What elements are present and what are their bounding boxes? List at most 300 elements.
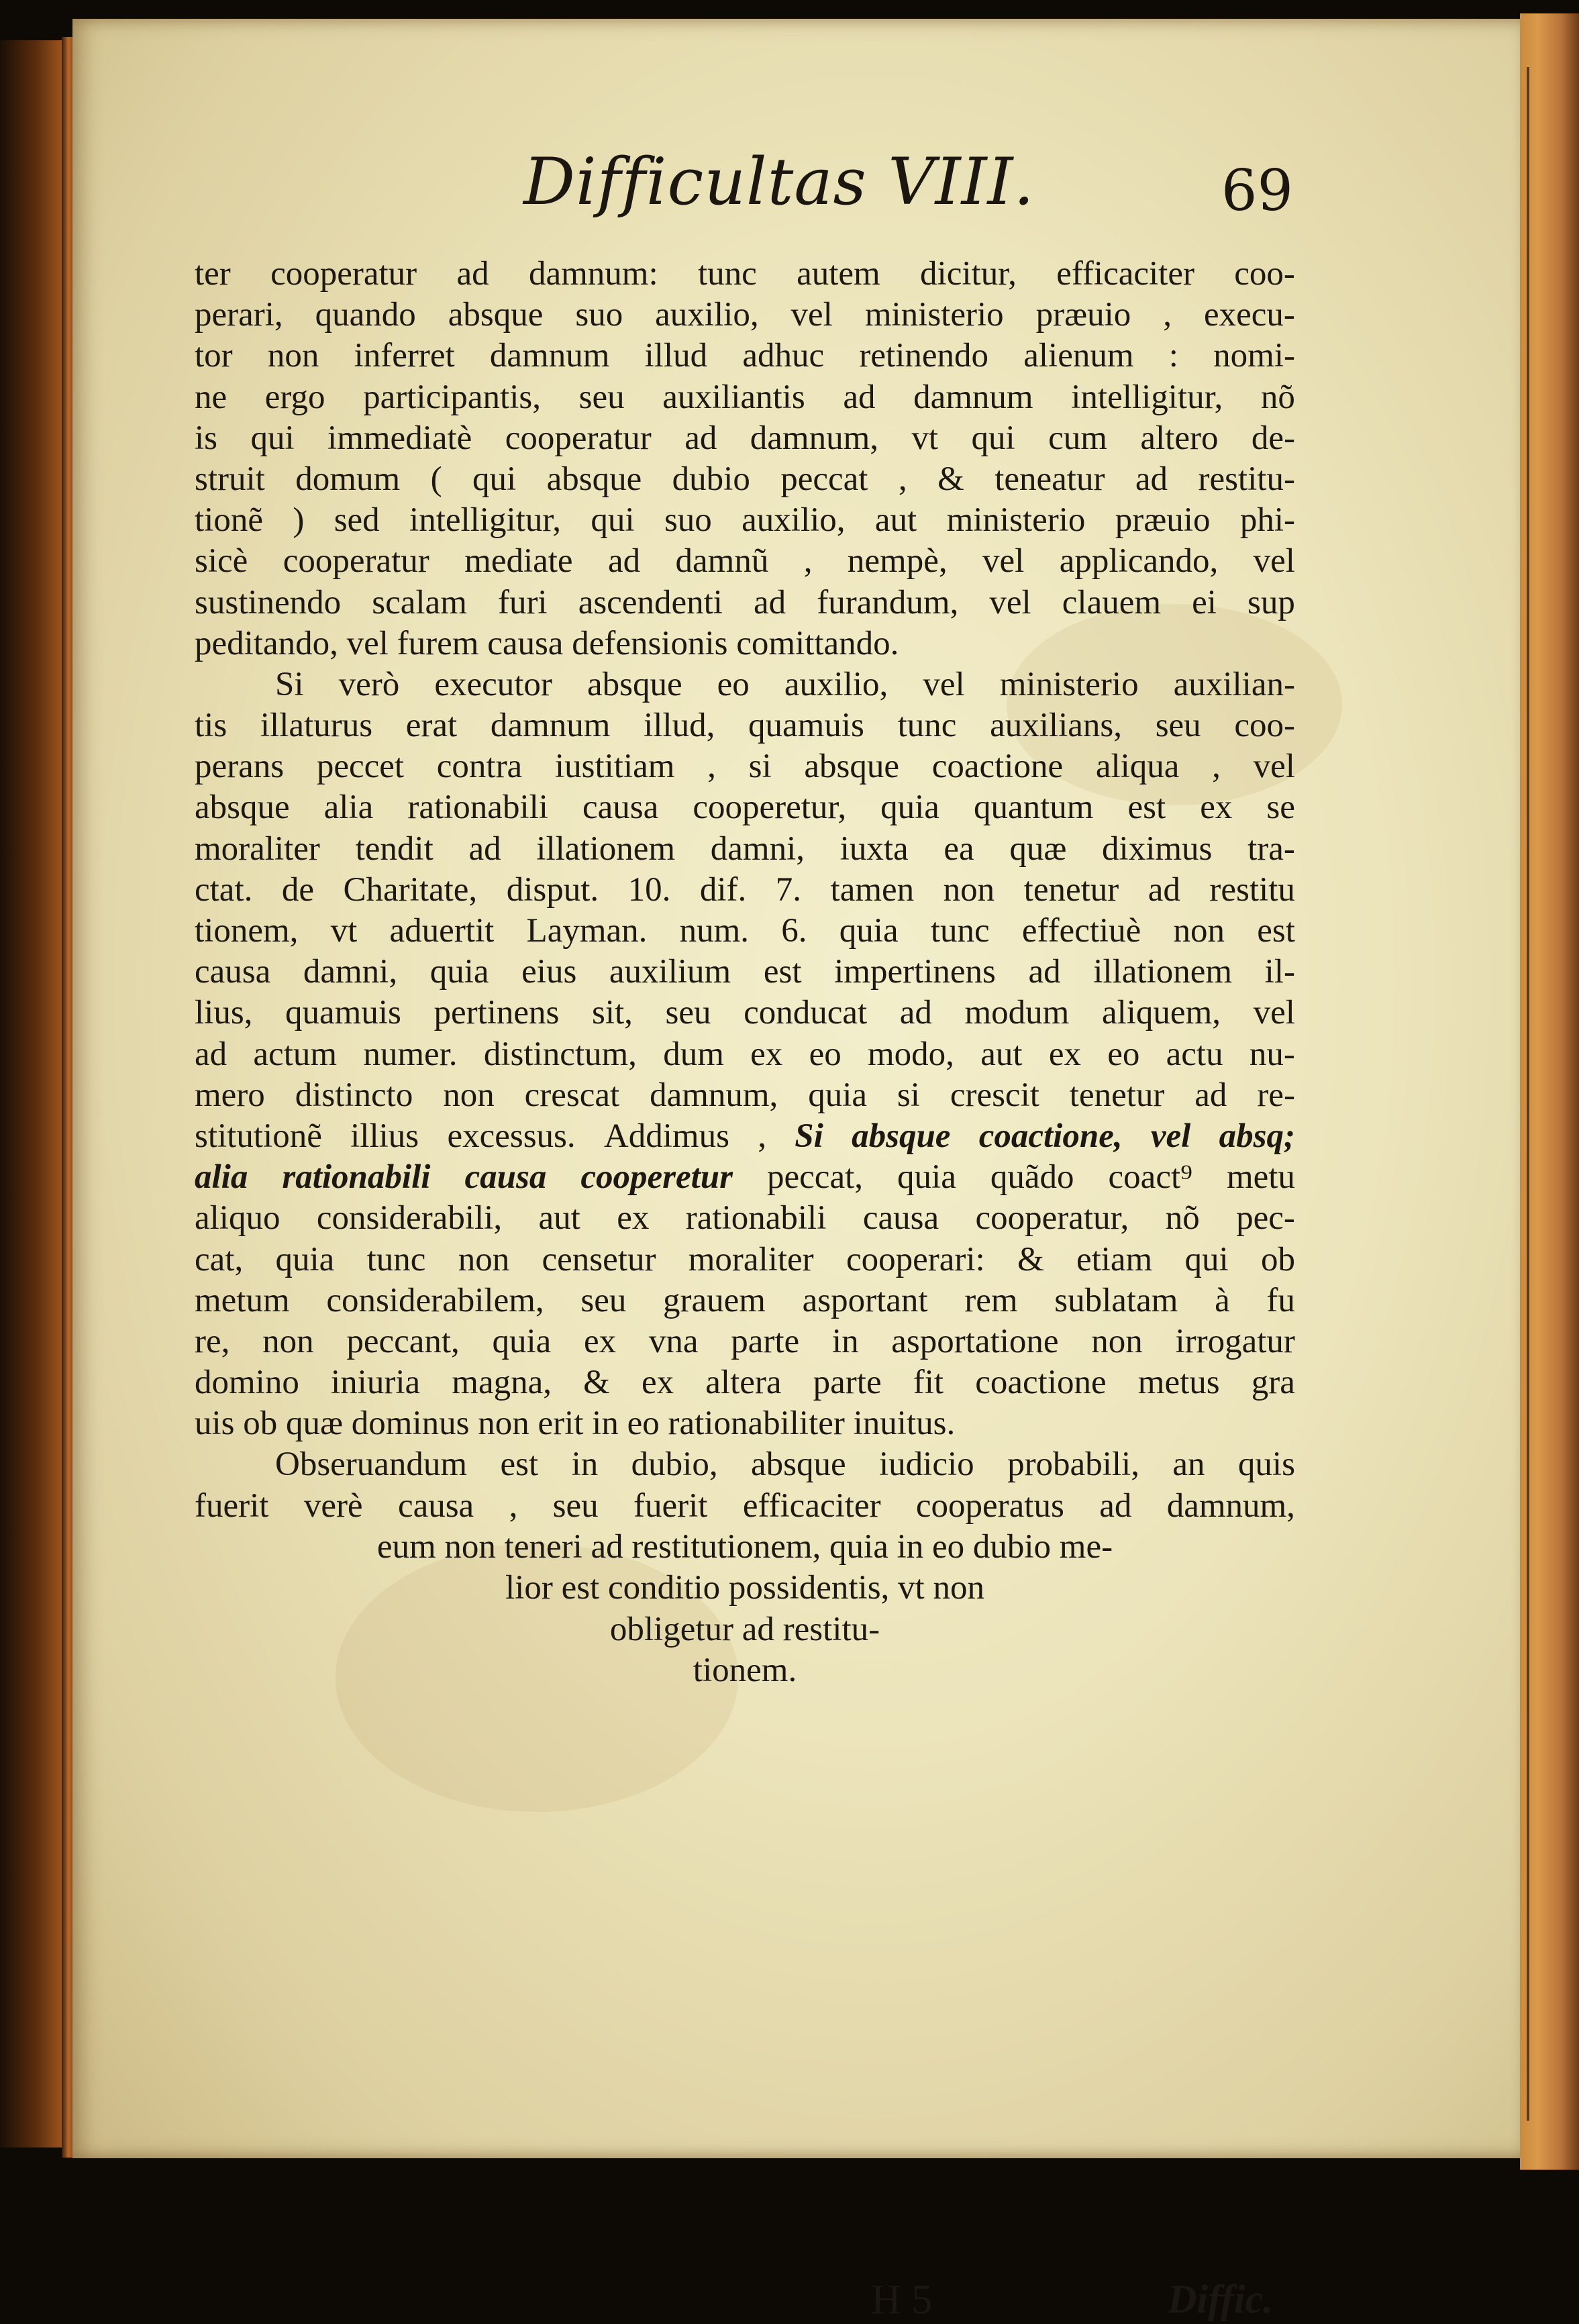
word: magna,	[452, 1364, 552, 1402]
word: absque	[195, 789, 290, 827]
word: iudicio	[879, 1446, 974, 1484]
word: aliquem,	[1101, 994, 1221, 1032]
word: furi	[497, 583, 548, 621]
word: irrogatur	[1175, 1322, 1295, 1360]
word: altera	[705, 1364, 782, 1402]
word: metus	[1137, 1364, 1220, 1402]
word: Obseruandum	[275, 1446, 468, 1484]
text-line	[195, 541, 1295, 582]
word: rationabili	[282, 1158, 431, 1197]
word: metu	[1226, 1158, 1295, 1197]
word: ctat.	[195, 870, 253, 909]
word: sicè	[195, 542, 248, 580]
word: dubio	[672, 460, 750, 498]
word: ministerio	[864, 296, 1004, 334]
word: alia	[195, 1158, 248, 1197]
word: sup	[1247, 583, 1295, 621]
word: illaturus	[260, 707, 373, 745]
word: re-	[1257, 1076, 1295, 1114]
word: ex	[617, 1199, 650, 1237]
word: rem	[964, 1281, 1018, 1319]
word: coactione	[931, 748, 1064, 786]
word: illius	[350, 1117, 419, 1155]
word: autem	[797, 255, 880, 293]
word: de	[281, 870, 315, 909]
word: damnum	[489, 337, 610, 375]
word: quia	[492, 1322, 552, 1360]
text-line	[195, 1198, 1295, 1239]
word: conducat	[744, 994, 868, 1032]
word: execu-	[1203, 296, 1295, 334]
word: applicando,	[1059, 542, 1219, 580]
word: quia	[880, 789, 939, 827]
word: vt	[911, 419, 939, 457]
word: ,	[1163, 296, 1172, 334]
word: &	[937, 460, 964, 498]
word: :	[1168, 337, 1178, 375]
word: participantis,	[363, 378, 541, 416]
word: perari,	[195, 296, 283, 334]
word: il-	[1264, 953, 1295, 991]
word: illud,	[644, 707, 715, 745]
word: parte	[731, 1322, 800, 1360]
word: absque	[546, 460, 642, 498]
word: inferret	[354, 337, 455, 375]
word: ex	[641, 1364, 674, 1402]
word: tenetur	[1069, 1076, 1165, 1114]
word: pertinens	[434, 994, 560, 1032]
text-line	[195, 870, 1295, 911]
tailpiece-text	[195, 1527, 1295, 1691]
word: causa	[862, 1199, 939, 1237]
text-line	[195, 746, 1295, 787]
word: si	[748, 748, 772, 786]
word: ,	[1212, 748, 1221, 786]
word: quãdo	[990, 1158, 1074, 1197]
text-line	[195, 787, 1295, 828]
word: ad	[754, 583, 786, 621]
body-text	[195, 254, 1295, 1527]
text-line	[195, 418, 1295, 459]
word: iniuria	[331, 1364, 421, 1402]
word: ministerio	[999, 665, 1139, 703]
word: vel	[982, 542, 1025, 580]
word: re,	[195, 1322, 230, 1360]
word: damnum:	[528, 255, 658, 293]
word: est	[500, 1446, 539, 1484]
word: cooperari:	[846, 1240, 985, 1278]
word: non	[262, 1322, 314, 1360]
word: etiam	[1076, 1240, 1153, 1278]
word: non	[443, 1076, 495, 1114]
text-line	[195, 952, 1295, 993]
word: vel	[1150, 1117, 1191, 1155]
word: fu	[1266, 1281, 1295, 1319]
text-line	[195, 1075, 1295, 1116]
word: seu	[665, 994, 711, 1032]
word: ministerio	[946, 501, 1086, 540]
word: aduertit	[389, 912, 495, 950]
word: auxilio,	[742, 501, 846, 540]
word: damnum	[490, 707, 611, 745]
word: ad	[468, 829, 501, 868]
word: 6.	[781, 912, 807, 950]
word: absque	[750, 1446, 846, 1484]
word: tendit	[355, 829, 434, 868]
text-line	[195, 1403, 1295, 1444]
word: ter	[195, 255, 231, 293]
word: damnũ	[675, 542, 769, 580]
word: struit	[195, 460, 265, 498]
word: à	[1215, 1281, 1230, 1319]
word: damnum,	[750, 419, 878, 457]
word: sublatam	[1054, 1281, 1178, 1319]
text-line	[195, 500, 1295, 541]
text-line	[195, 705, 1295, 746]
word: auxiliantis	[662, 378, 805, 416]
word: vt	[330, 912, 358, 950]
word: vel	[923, 665, 965, 703]
word: crescit	[950, 1076, 1039, 1114]
word: dif.	[699, 870, 747, 909]
word: eo	[1107, 1035, 1140, 1073]
word: an	[1172, 1446, 1205, 1484]
word: censetur	[542, 1240, 656, 1278]
word: lius,	[195, 994, 253, 1032]
word: ad	[607, 542, 641, 580]
word: est	[1127, 789, 1166, 827]
word: coo-	[1234, 255, 1295, 293]
word: furandum,	[817, 583, 959, 621]
word: damnum,	[650, 1076, 778, 1114]
word: nempè,	[847, 542, 948, 580]
word: eo	[717, 665, 750, 703]
word: 10.	[627, 870, 671, 909]
word: erat	[405, 707, 458, 745]
word: suo	[575, 296, 623, 334]
word: causa	[464, 1158, 547, 1197]
word: rationabili	[407, 789, 548, 827]
word: in	[831, 1322, 859, 1360]
word: )	[293, 501, 305, 540]
word: cat,	[195, 1240, 244, 1278]
word: in	[571, 1446, 599, 1484]
word: seu	[578, 378, 625, 416]
word: moraliter	[195, 829, 320, 868]
word: ascendenti	[578, 583, 723, 621]
word: ad	[195, 1035, 227, 1073]
word: ex	[750, 1035, 783, 1073]
word: restitu	[1209, 870, 1295, 909]
word: auxilians,	[990, 707, 1122, 745]
page-number: 69	[1221, 158, 1293, 223]
word: qui	[1184, 1240, 1229, 1278]
word: Si	[795, 1117, 823, 1155]
word: gra	[1251, 1364, 1295, 1402]
word: vel	[1253, 994, 1295, 1032]
word: distinctum,	[483, 1035, 637, 1073]
word: Addimus	[603, 1117, 729, 1155]
word: diximus	[1102, 829, 1213, 868]
word: considerabili,	[316, 1199, 503, 1237]
word: peccant,	[346, 1322, 460, 1360]
word: aut	[538, 1199, 580, 1237]
word: aut	[874, 501, 917, 540]
word: ob	[1260, 1240, 1295, 1278]
word: non	[1173, 912, 1225, 950]
word: absque	[804, 748, 899, 786]
word: ad	[1099, 1486, 1132, 1525]
word: vel	[989, 583, 1031, 621]
word: qui	[971, 419, 1015, 457]
text-line	[195, 459, 1295, 500]
word: Layman.	[526, 912, 648, 950]
word: vel	[1253, 542, 1295, 580]
word: si	[897, 1076, 920, 1114]
line-text: peditando, vel furem causa defensionis comittando.	[195, 624, 899, 662]
word: non	[1091, 1322, 1143, 1360]
word: non	[267, 337, 319, 375]
word: moraliter	[688, 1240, 814, 1278]
word: grauem	[663, 1281, 766, 1319]
word: est	[1257, 912, 1295, 950]
word: se	[1266, 789, 1295, 827]
word: intelligitur,	[409, 501, 562, 540]
word: iuxta	[839, 829, 909, 868]
word: ,	[803, 542, 813, 580]
word: tunc	[366, 1240, 426, 1278]
word: alienum	[1023, 337, 1134, 375]
word: &	[1017, 1240, 1044, 1278]
word: executor	[434, 665, 552, 703]
word: disput.	[506, 870, 599, 909]
word: ad	[899, 994, 932, 1032]
word: cum	[1048, 419, 1107, 457]
text-line	[195, 623, 1295, 664]
word: peccet	[316, 748, 405, 786]
word: sed	[334, 501, 380, 540]
word: teneatur	[995, 460, 1105, 498]
word: quis	[1237, 1446, 1295, 1484]
word: seu	[580, 1281, 627, 1319]
word: eo	[809, 1035, 842, 1073]
word: tamen	[830, 870, 915, 909]
word: quamuis	[748, 707, 864, 745]
text-line	[195, 254, 1295, 295]
word: quamuis	[285, 994, 401, 1032]
word: non	[943, 870, 995, 909]
word: excessus.	[447, 1117, 576, 1155]
word: cooperatur	[505, 419, 652, 457]
word: iustitiam	[554, 748, 675, 786]
word: contra	[436, 748, 523, 786]
text-line	[195, 911, 1295, 952]
word: cooperatur	[270, 255, 417, 293]
word: tunc	[697, 255, 757, 293]
word: distincto	[295, 1076, 413, 1114]
word: verè	[303, 1486, 363, 1525]
word: de-	[1251, 419, 1295, 457]
text-line	[195, 1486, 1295, 1527]
word: modo,	[868, 1035, 954, 1073]
word: tor	[195, 337, 233, 375]
word: perans	[195, 748, 285, 786]
word: quia	[429, 953, 489, 991]
word: ad	[1135, 460, 1168, 498]
word: vna	[648, 1322, 699, 1360]
word: non	[458, 1240, 510, 1278]
word: intelligitur,	[1071, 378, 1223, 416]
word: ad	[1148, 870, 1180, 909]
word: ,	[707, 748, 716, 786]
word: cooperatur,	[975, 1199, 1129, 1237]
word: qui	[591, 501, 635, 540]
word: actu	[1166, 1035, 1223, 1073]
word: eius	[521, 953, 577, 991]
word: is	[195, 419, 218, 457]
word: coactione	[975, 1364, 1107, 1402]
word: probabili,	[1007, 1446, 1139, 1484]
word: ad	[456, 255, 489, 293]
word: crescat	[524, 1076, 620, 1114]
word: fuerit	[195, 1486, 269, 1525]
word: (	[430, 460, 442, 498]
running-head: Difficultas VIII.	[523, 144, 1035, 219]
word: restitu-	[1198, 460, 1295, 498]
word: considerabilem,	[326, 1281, 544, 1319]
text-line	[195, 295, 1295, 336]
word: numer.	[363, 1035, 458, 1073]
word: causa	[582, 789, 659, 827]
text-line	[195, 1240, 1295, 1280]
word: efficaciter	[742, 1486, 881, 1525]
word: coact⁹	[1108, 1158, 1192, 1197]
word: verò	[338, 665, 400, 703]
word: Si	[275, 665, 304, 703]
tail-line: obligetur ad restitu-	[609, 1610, 880, 1648]
word: nomi-	[1213, 337, 1295, 375]
text-line	[195, 993, 1295, 1033]
word: ei	[1192, 583, 1217, 621]
word: effectiuè	[1021, 912, 1141, 950]
word: impertinens	[834, 953, 996, 991]
word: qui	[472, 460, 517, 498]
tail-line: eum non teneri ad restitutionem, quia in eo dubio me-	[376, 1528, 1113, 1566]
word: &	[583, 1364, 610, 1402]
word: dicitur,	[920, 255, 1017, 293]
word: tionem,	[195, 912, 299, 950]
word: ex	[584, 1322, 617, 1360]
word: pec-	[1236, 1199, 1295, 1237]
tail-line: tionem.	[693, 1651, 797, 1689]
word: est	[763, 953, 802, 991]
word: damni,	[303, 953, 398, 991]
word: damni,	[710, 829, 805, 868]
text-line	[195, 583, 1295, 623]
word: quia	[897, 1158, 956, 1197]
word: auxilium	[609, 953, 731, 991]
word: scalam	[372, 583, 467, 621]
text-line	[195, 377, 1295, 418]
word: modum	[964, 994, 1070, 1032]
word: stitutionẽ	[195, 1117, 322, 1155]
word: ex	[1200, 789, 1233, 827]
word: ad	[1028, 953, 1061, 991]
word: absque	[587, 665, 682, 703]
text-line	[195, 664, 1295, 705]
word: auxilio,	[784, 665, 888, 703]
word: præuio	[1035, 296, 1131, 334]
word: quia	[275, 1240, 335, 1278]
word: sit,	[592, 994, 633, 1032]
word: metum	[195, 1281, 290, 1319]
word: cooperetur	[580, 1158, 733, 1197]
word: clauem	[1062, 583, 1162, 621]
word: asportant	[802, 1281, 928, 1319]
word: parte	[813, 1364, 882, 1402]
word: nõ	[1165, 1199, 1200, 1237]
word: ad	[843, 378, 876, 416]
word: absq;	[1219, 1117, 1295, 1155]
word: retinendo	[859, 337, 989, 375]
text-line	[195, 1116, 1295, 1157]
word: quantum	[973, 789, 1094, 827]
word: mediate	[464, 542, 573, 580]
fore-edge-shadow	[1527, 67, 1529, 2121]
word: tionẽ	[195, 501, 263, 540]
word: vel	[1253, 748, 1295, 786]
word: tunc	[897, 707, 957, 745]
text-line	[195, 1444, 1295, 1485]
word: damnum	[913, 378, 1033, 416]
word: mero	[195, 1076, 265, 1114]
text-line	[195, 1362, 1295, 1403]
word: aliqua	[1095, 748, 1180, 786]
word: aliquo	[195, 1199, 281, 1237]
word: illationem	[1093, 953, 1233, 991]
word: præuio	[1115, 501, 1211, 540]
word: illud	[644, 337, 708, 375]
word: seu	[1155, 707, 1201, 745]
text-line	[195, 1157, 1295, 1198]
word: tra-	[1247, 829, 1295, 868]
word: sustinendo	[195, 583, 342, 621]
word: peccat	[780, 460, 868, 498]
word: absque	[852, 1117, 951, 1155]
word: cooperatur	[283, 542, 429, 580]
word: coo-	[1234, 707, 1295, 745]
word: peccat,	[767, 1158, 863, 1197]
word: auxilian-	[1173, 665, 1295, 703]
word: illationem	[536, 829, 676, 868]
word: quia	[808, 1076, 868, 1114]
word: num.	[679, 912, 750, 950]
word: ,	[758, 1117, 766, 1155]
word: adhuc	[742, 337, 825, 375]
word: absque	[448, 296, 544, 334]
word: fit	[913, 1364, 944, 1402]
word: quia	[839, 912, 899, 950]
text-line	[195, 829, 1295, 870]
word: tenetur	[1023, 870, 1119, 909]
word: ergo	[264, 378, 325, 416]
word: qui	[250, 419, 295, 457]
word: coactione,	[978, 1117, 1123, 1155]
word: tis	[195, 707, 227, 745]
word: domino	[195, 1364, 299, 1402]
word: cooperetur,	[693, 789, 847, 827]
word: cooperatus	[915, 1486, 1064, 1525]
